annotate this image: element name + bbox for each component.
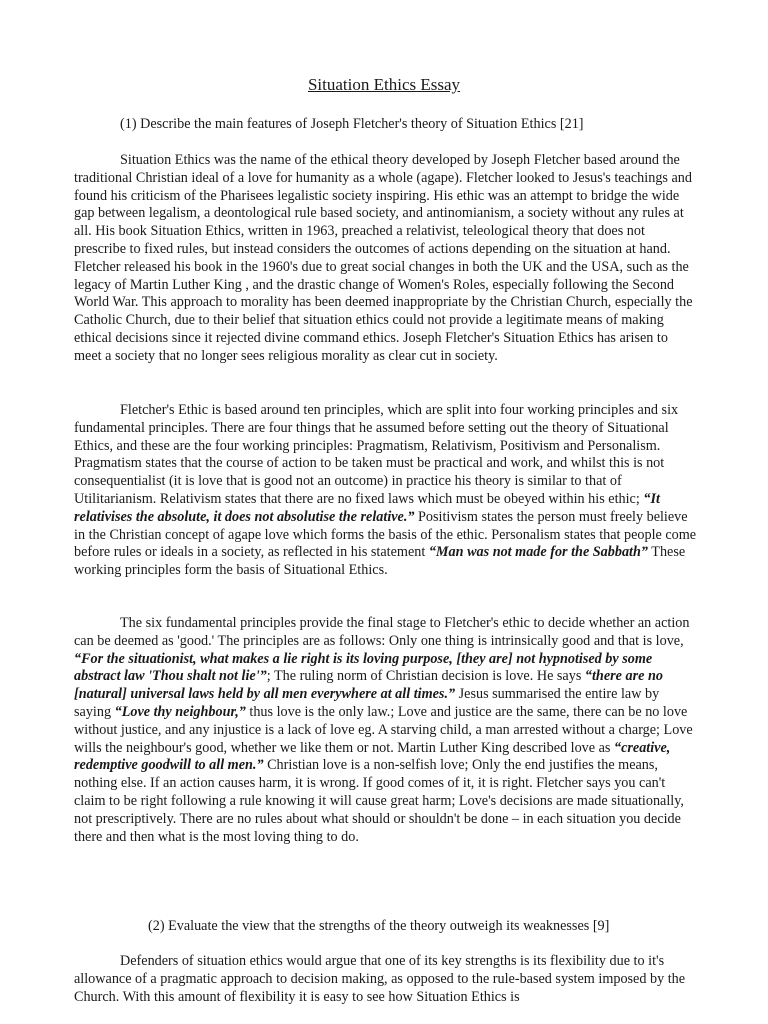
paragraph-2 <box>74 402 698 580</box>
question-1-heading: (1) Describe the main features of Joseph Fletcher's theory of Situation Ethics [21] <box>120 116 584 132</box>
paragraph-3-quote-3: “Love thy neighbour,” <box>114 703 246 720</box>
paragraph-1 <box>74 152 698 366</box>
paragraph-2-quote-2: “Man was not made for the Sabbath” <box>428 544 648 561</box>
paragraph-3-text-a: The six fundamental principles provide the final stage to Fletcher's ethic to decide whether an action can be deemed as 'good.' The principles are as follows: Only one thing is intrinsically good and that is love, <box>74 615 690 649</box>
paragraph-3-text-e: Christian love is a non-selfish love; Only the end justifies the means, nothing else. If an action causes harm, it is wrong. If good comes of it, it is right. Fletcher says you can't claim to be right following a rule knowing it will cause great harm; Love's decisions are made situationally, not prescriptively. There are no rules about what should or shouldn't be done – in each situation you decide there and then what is the most loving thing to do. <box>74 757 684 845</box>
paragraph-2-text-a: Fletcher's Ethic is based around ten principles, which are split into four working principles and six fundamental principles. There are four things that he assumed before setting out the theory of Situational Ethics, and these are the four working principles: Pragmatism, Relativism, Positivism and Personalism. Pragmatism states that the course of action to be taken must be practical and work, and whilst this is not consequentialist (it is love that is good not an outcome) in practice his theory is similar to that of Utilitarianism. Relativism states that there are no fixed laws which must be obeyed within his ethic; <box>74 402 679 507</box>
paragraph-3-text-b: ; The ruling norm of Christian decision is love. He says <box>266 668 585 685</box>
paragraph-3-quote-1: “For the situationist, what makes a lie right is its loving purpose, [they are] not hypnotised by some abstract law 'Thou shalt not lie'” <box>74 650 653 685</box>
paragraph-2-text-c: These working principles form the basis of Situational Ethics. <box>74 544 686 579</box>
paragraph-3-text-d: thus love is the only law.; Love and justice are the same, there can be no love without justice, and any injustice is a lack of love eg. A starving child, a man arrested without a charge; Love wills the neighbour's good, whether we like them or not. Martin Luther King described love as <box>74 703 693 756</box>
paragraph-3-quote-2: “there are no [natural] universal laws held by all men everywhere at all times.” <box>74 668 663 703</box>
question-2-heading: (2) Evaluate the view that the strengths of the theory outweigh its weaknesses [9] <box>148 918 610 934</box>
essay-title: Situation Ethics Essay <box>307 75 461 94</box>
paragraph-3 <box>74 615 698 846</box>
paragraph-4 <box>74 953 698 1006</box>
paragraph-4-text: Defenders of situation ethics would argue that one of its key strengths is its flexibility due to it's allowance of a pragmatic approach to decision making, as opposed to the rule-based system imposed by the Church. With this amount of flexibility it is easy to see how Situation Ethics is <box>74 953 686 1005</box>
paragraph-3-quote-4: “creative, redemptive goodwill to all men.” <box>74 739 671 774</box>
paragraph-2-text-b: Positivism states the person must freely believe in the Christian concept of agape love which forms the basis of the ethic. Personalism states that people come before rules or ideals in a society, as reflected in his statement <box>74 508 697 561</box>
paragraph-2-quote-1: “It relativises the absolute, it does not absolutise the relative.” <box>74 490 660 525</box>
paragraph-1-text: Situation Ethics was the name of the ethical theory developed by Joseph Fletcher based around the traditional Christian ideal of a love for humanity as a whole (agape). Fletcher looked to Jesus's teachings and found his criticism of the Pharisees legalistic society inspiring. His ethic was an attempt to bridge the wide gap between legalism, a deontological rule based society, and antinomianism, a society without any rules at all. His book Situation Ethics, written in 1963, preached a relativist, teleological theory that does not prescribe to fixed rules, but instead considers the outcomes of actions depending on the situation at hand. Fletcher released his book in the 1960's due to great social changes in both the UK and the USA, such as the legacy of Martin Luther King , and the drastic change of Women's Roles, especially following the Second World War. This approach to morality has been deemed inappropriate by the Christian Church, especially the Catholic Church, due to their belief that situation ethics could not provide a legitimate means of making ethical decisions since it rejected divine command ethics. Joseph Fletcher's Situation Ethics has arisen to meet a society that no longer sees religious morality as clear cut in society. <box>74 152 693 364</box>
paragraph-3-text-c: Jesus summarised the entire law by saying <box>74 686 660 720</box>
